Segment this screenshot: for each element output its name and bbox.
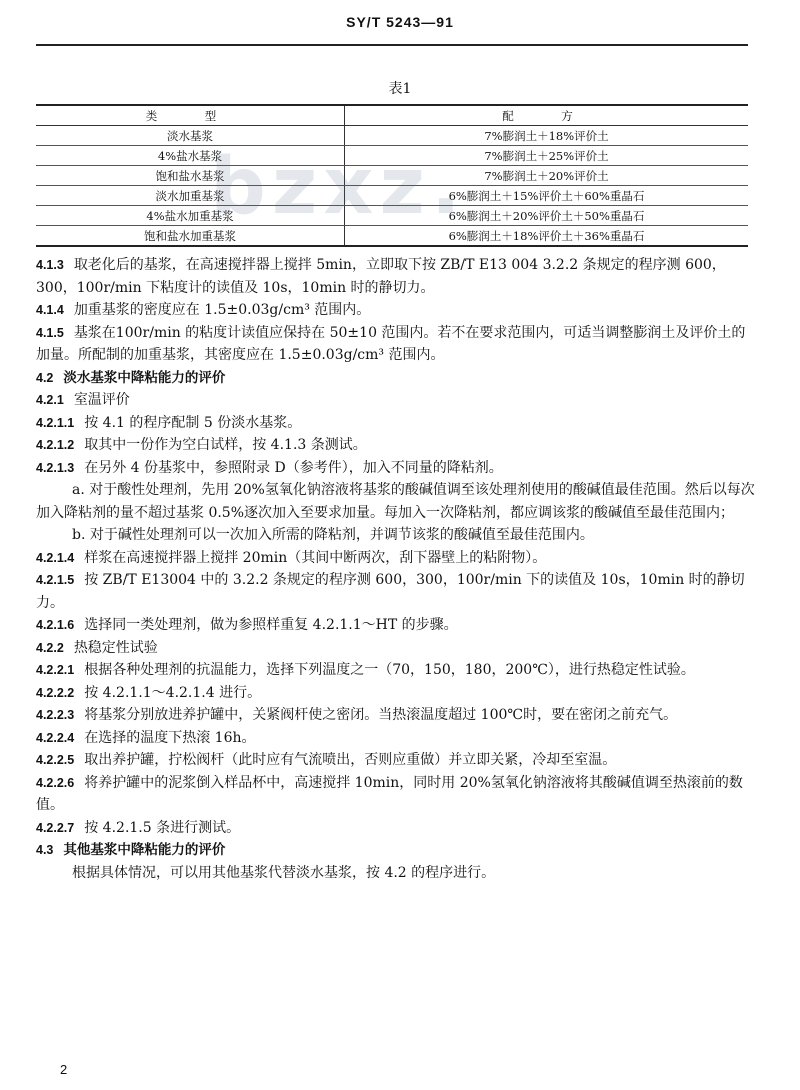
table-row xyxy=(36,146,748,166)
clause-number: 4.2.1.2 xyxy=(36,438,75,452)
clause-number: 4.2.1.3 xyxy=(36,460,75,475)
clause-number: 4.1.5 xyxy=(36,325,64,340)
table-cell-formula: 7%膨润土＋20%评价土 xyxy=(345,166,749,186)
clause-paragraph xyxy=(36,704,756,727)
clause-number: 4.2.1.6 xyxy=(36,618,75,632)
table-cell-formula: 6%膨润土＋18%评价土＋36%重晶石 xyxy=(345,226,749,247)
clause-paragraph xyxy=(36,682,756,705)
clause-text: 淡水基浆中降粘能力的评价 xyxy=(63,369,226,386)
clause-number: 4.3 xyxy=(36,843,54,857)
clause-text: 样浆在高速搅拌器上搅拌 20min（其间中断两次，刮下器壁上的粘附物）。 xyxy=(84,549,547,566)
section-heading xyxy=(36,839,756,862)
table-cell-formula: 6%膨润土＋15%评价土＋60%重晶石 xyxy=(345,186,749,206)
clause-text: 将基浆分别放进养护罐中，关紧阀杆使之密闭。当热滚温度超过 100℃时，要在密闭之前充气。 xyxy=(84,707,678,723)
clause-paragraph xyxy=(36,389,756,412)
clause-number: 4.2.2.3 xyxy=(36,708,75,722)
clause-text: 基浆在100r/min 的粘度计读值应保持在 50±10 范围内。若不在要求范围内，可适当调整膨润土及评价土的加量。所配制的加重基浆，其密度应在 1.5±0.03g/cm³ 范围内。 xyxy=(36,324,746,363)
site-watermark: bzxz. xyxy=(210,142,467,232)
clause-number: 4.2.1.1 xyxy=(36,415,75,430)
table-row xyxy=(36,226,748,247)
clause-paragraph xyxy=(36,749,756,772)
table-cell-type: 4%盐水加重基浆 xyxy=(36,206,345,226)
table-header-row xyxy=(36,105,748,126)
table-cell-formula: 7%膨润土＋25%评价土 xyxy=(345,146,749,166)
clause-text: 按 4.2.1.1～4.2.1.4 进行。 xyxy=(84,684,262,701)
clause-text: 按 4.2.1.5 条进行测试。 xyxy=(84,819,241,836)
standard-code-header: SY/T 5243—91 xyxy=(346,14,454,30)
clause-number: 4.2.2.5 xyxy=(36,753,75,767)
clause-paragraph xyxy=(36,659,756,682)
clause-text: a. 对于酸性处理剂，先用 20%氢氧化钠溶液将基浆的酸碱值调至该处理剂使用的酸碱值最佳范围。然后以每次加入降粘剂的量不超过基浆 0.5%逐次加入至要求加量。每加入一次降粘剂，都应调该浆的酸碱值至最佳范围内； xyxy=(36,482,755,521)
clause-paragraph xyxy=(36,569,756,614)
header-divider xyxy=(36,44,748,46)
clause-text: 按 4.1 的程序配制 5 份淡水基浆。 xyxy=(84,414,302,431)
clause-paragraph xyxy=(36,547,756,570)
clause-text: 取老化后的基浆，在高速搅拌器上搅拌 5min，立即取下按 ZB/T E13 004 3.2.2 条规定的程序测 600，300，100r/min 下粘度计的读值及 10s，10min 时的静切力。 xyxy=(36,257,726,296)
clause-paragraph xyxy=(36,254,756,299)
clause-text: 加重基浆的密度应在 1.5±0.03g/cm³ 范围内。 xyxy=(73,302,371,318)
clause-text: 取其中一份作为空白试样，按 4.1.3 条测试。 xyxy=(84,437,367,453)
clause-text: 其他基浆中降粘能力的评价 xyxy=(63,842,226,858)
table-cell-type: 饱和盐水加重基浆 xyxy=(36,226,345,247)
table-cell-formula: 6%膨润土＋20%评价土＋50%重晶石 xyxy=(345,206,749,226)
clause-paragraph xyxy=(36,524,756,547)
clause-paragraph xyxy=(36,614,756,637)
clause-number: 4.2.2.6 xyxy=(36,775,75,790)
clause-number: 4.2.1.5 xyxy=(36,573,75,587)
column-header-formula: 配 方 xyxy=(345,105,749,126)
clause-paragraph xyxy=(36,727,756,750)
table-row xyxy=(36,166,748,186)
clause-text: 在选择的温度下热滚 16h。 xyxy=(84,729,256,746)
clause-paragraph xyxy=(36,434,756,457)
clause-text: 根据各种处理剂的抗温能力，选择下列温度之一（70，150，180，200℃），进行热稳定性试验。 xyxy=(84,662,695,678)
clause-paragraph xyxy=(36,637,756,660)
clause-text: b. 对于碱性处理剂可以一次加入所需的降粘剂，并调节该浆的酸碱值至最佳范围内。 xyxy=(72,527,594,543)
table-cell-formula: 7%膨润土＋18%评价土 xyxy=(345,126,749,146)
clause-paragraph xyxy=(36,412,756,435)
table-row xyxy=(36,126,748,146)
clause-text: 热稳定性试验 xyxy=(73,639,158,656)
clause-paragraph xyxy=(36,299,756,322)
clause-paragraph xyxy=(36,322,756,367)
column-header-type: 类 型 xyxy=(36,105,345,126)
clause-number: 4.2.2 xyxy=(36,640,64,655)
page-number: 2 xyxy=(60,1062,68,1077)
clause-text: 按 ZB/T E13004 中的 3.2.2 条规定的程序测 600，300，100r/min 下的读值及 10s，10min 时的静切力。 xyxy=(36,572,745,611)
clause-paragraph xyxy=(36,457,756,480)
clause-text: 在另外 4 份基浆中，参照附录 D（参考件），加入不同量的降粘剂。 xyxy=(84,459,503,476)
table-cell-type: 淡水加重基浆 xyxy=(36,186,345,206)
table-cell-type: 4%盐水基浆 xyxy=(36,146,345,166)
clause-paragraph xyxy=(36,772,756,817)
table-title: 表1 xyxy=(388,81,412,97)
clause-number: 4.2.2.7 xyxy=(36,820,75,835)
formula-table xyxy=(36,104,748,247)
table-row xyxy=(36,186,748,206)
clause-number: 4.1.3 xyxy=(36,258,64,272)
section-heading xyxy=(36,367,756,390)
clause-paragraph xyxy=(36,862,756,885)
clause-paragraph xyxy=(36,479,756,524)
clause-text: 室温评价 xyxy=(73,392,130,408)
table-cell-type: 淡水基浆 xyxy=(36,126,345,146)
clause-number: 4.2.2.1 xyxy=(36,663,75,677)
clause-text: 根据具体情况，可以用其他基浆代替淡水基浆，按 4.2 的程序进行。 xyxy=(72,864,496,881)
clause-number: 4.1.4 xyxy=(36,303,64,317)
clause-text: 选择同一类处理剂，做为参照样重复 4.2.1.1～HT 的步骤。 xyxy=(84,617,458,633)
clause-number: 4.2.1.4 xyxy=(36,550,75,565)
clause-number: 4.2.2.2 xyxy=(36,685,75,700)
clause-number: 4.2.2.4 xyxy=(36,730,75,745)
clause-number: 4.2 xyxy=(36,370,54,385)
clause-text: 将养护罐中的泥浆倒入样品杯中，高速搅拌 10min，同时用 20%氢氧化钠溶液将其酸碱值调至热滚前的数值。 xyxy=(36,774,743,813)
clause-number: 4.2.1 xyxy=(36,393,64,407)
clause-text: 取出养护罐，拧松阀杆（此时应有气流喷出，否则应重做）并立即关紧，冷却至室温。 xyxy=(84,752,617,768)
document-body xyxy=(36,254,756,884)
clause-paragraph xyxy=(36,817,756,840)
table-cell-type: 饱和盐水基浆 xyxy=(36,166,345,186)
table-row xyxy=(36,206,748,226)
